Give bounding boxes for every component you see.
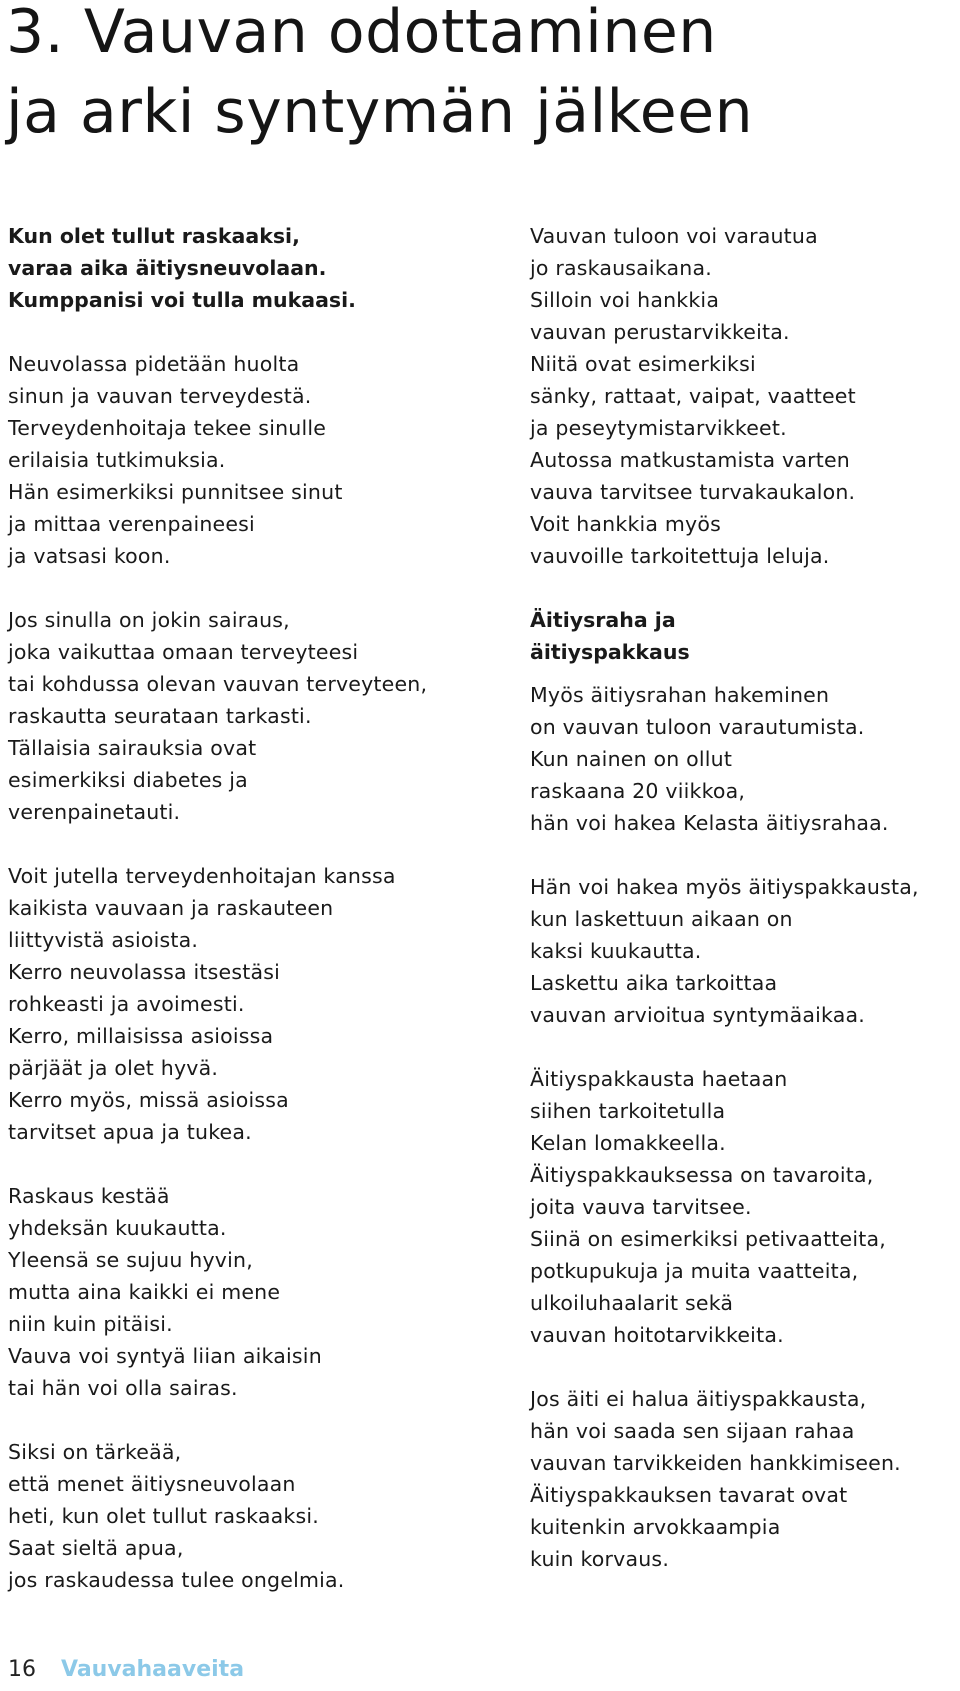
text-line: sänky, rattaat, vaipat, vaatteet xyxy=(530,384,856,408)
text-line: Tällaisia sairauksia ovat xyxy=(8,736,257,760)
intro-paragraph xyxy=(8,220,508,316)
text-line: kaikista vauvaan ja raskauteen xyxy=(8,896,334,920)
text-line: hän voi saada sen sijaan rahaa xyxy=(530,1419,855,1443)
text-line: Siinä on esimerkiksi petivaatteita, xyxy=(530,1227,886,1251)
text-line: Raskaus kestää xyxy=(8,1184,170,1208)
text-line: vauvan arvioitua syntymäaikaa. xyxy=(530,1003,865,1027)
text-line: joita vauva tarvitsee. xyxy=(530,1195,752,1219)
heading-line: Äitiysraha ja xyxy=(530,608,676,632)
publication-name: Vauvahaaveita xyxy=(61,1657,245,1682)
text-line: Silloin voi hankkia xyxy=(530,288,720,312)
text-line: hän voi hakea Kelasta äitiysrahaa. xyxy=(530,811,889,835)
text-line: Äitiyspakkausta haetaan xyxy=(530,1067,788,1091)
paragraph-aitiyspakkaus-sisalto xyxy=(530,1063,955,1351)
text-line: liittyvistä asioista. xyxy=(8,928,199,952)
paragraph-aitiyspakkaus-haku xyxy=(530,871,955,1031)
text-line: on vauvan tuloon varautumista. xyxy=(530,715,865,739)
text-line: Neuvolassa pidetään huolta xyxy=(8,352,300,376)
page-number: 16 xyxy=(8,1657,36,1682)
page-title-line-1: 3. Vauvan odottaminen xyxy=(6,0,717,67)
text-line: raskautta seurataan tarkasti. xyxy=(8,704,312,728)
text-line: Niitä ovat esimerkiksi xyxy=(530,352,756,376)
text-line: erilaisia tutkimuksia. xyxy=(8,448,226,472)
page-title xyxy=(6,0,753,152)
text-line: pärjäät ja olet hyvä. xyxy=(8,1056,219,1080)
text-line: jos raskaudessa tulee ongelmia. xyxy=(8,1568,345,1592)
text-line: Saat sieltä apua, xyxy=(8,1536,184,1560)
text-line: sinun ja vauvan terveydestä. xyxy=(8,384,312,408)
text-line: niin kuin pitäisi. xyxy=(8,1312,173,1336)
text-line: tai hän voi olla sairas. xyxy=(8,1376,238,1400)
text-line: Siksi on tärkeää, xyxy=(8,1440,182,1464)
text-line: Kun olet tullut raskaaksi, xyxy=(8,224,300,248)
text-line: rohkeasti ja avoimesti. xyxy=(8,992,245,1016)
text-line: kuin korvaus. xyxy=(530,1547,670,1571)
text-line: ulkoiluhaalarit sekä xyxy=(530,1291,734,1315)
text-line: verenpainetauti. xyxy=(8,800,181,824)
text-line: että menet äitiysneuvolaan xyxy=(8,1472,296,1496)
text-line: raskaana 20 viikkoa, xyxy=(530,779,746,803)
section-heading-aitiysraha xyxy=(530,604,955,668)
text-line: Jos sinulla on jokin sairaus, xyxy=(8,608,290,632)
text-line: Kumppanisi voi tulla mukaasi. xyxy=(8,288,356,312)
text-line: ja mittaa verenpaineesi xyxy=(8,512,255,536)
text-line: esimerkiksi diabetes ja xyxy=(8,768,248,792)
paragraph-korvaus xyxy=(530,1383,955,1575)
text-line: Kun nainen on ollut xyxy=(530,747,733,771)
text-line: heti, kun olet tullut raskaaksi. xyxy=(8,1504,319,1528)
paragraph-varautua xyxy=(530,220,955,572)
paragraph-aitiysraha xyxy=(530,679,955,839)
text-line: Yleensä se sujuu hyvin, xyxy=(8,1248,253,1272)
text-line: jo raskausaikana. xyxy=(530,256,712,280)
text-line: Äitiyspakkauksessa on tavaroita, xyxy=(530,1163,874,1187)
text-line: Kerro myös, missä asioissa xyxy=(8,1088,289,1112)
text-line: Voit jutella terveydenhoitajan kanssa xyxy=(8,864,396,888)
paragraph-neuvola xyxy=(8,348,508,572)
text-line: Kerro neuvolassa itsestäsi xyxy=(8,960,280,984)
text-line: vauvan hoitotarvikkeita. xyxy=(530,1323,784,1347)
text-line: Myös äitiysrahan hakeminen xyxy=(530,683,830,707)
text-line: ja peseytymistarvikkeet. xyxy=(530,416,787,440)
text-line: Laskettu aika tarkoittaa xyxy=(530,971,778,995)
text-line: vauva tarvitsee turvakaukalon. xyxy=(530,480,856,504)
page-title-line-2: ja arki syntymän jälkeen xyxy=(6,77,754,147)
text-line: Jos äiti ei halua äitiyspakkausta, xyxy=(530,1387,867,1411)
text-line: joka vaikuttaa omaan terveyteesi xyxy=(8,640,359,664)
text-line: Vauvan tuloon voi varautua xyxy=(530,224,818,248)
text-line: Terveydenhoitaja tekee sinulle xyxy=(8,416,327,440)
text-line: Äitiyspakkauksen tavarat ovat xyxy=(530,1483,848,1507)
text-line: potkupukuja ja muita vaatteita, xyxy=(530,1259,859,1283)
text-line: tarvitset apua ja tukea. xyxy=(8,1120,252,1144)
text-line: Vauva voi syntyä liian aikaisin xyxy=(8,1344,322,1368)
left-column xyxy=(8,220,508,1628)
page-footer xyxy=(8,1656,244,1684)
paragraph-sairaus xyxy=(8,604,508,828)
paragraph-tarkeaa xyxy=(8,1436,508,1596)
text-line: mutta aina kaikki ei mene xyxy=(8,1280,281,1304)
right-column xyxy=(530,220,955,1607)
heading-line: äitiyspakkaus xyxy=(530,640,690,664)
paragraph-raskaus xyxy=(8,1180,508,1404)
text-line: kun laskettuun aikaan on xyxy=(530,907,793,931)
text-line: siihen tarkoitetulla xyxy=(530,1099,726,1123)
text-line: varaa aika äitiysneuvolaan. xyxy=(8,256,327,280)
text-line: vauvan perustarvikkeita. xyxy=(530,320,790,344)
text-line: vauvoille tarkoitettuja leluja. xyxy=(530,544,830,568)
paragraph-jutella xyxy=(8,860,508,1148)
text-line: Voit hankkia myös xyxy=(530,512,722,536)
text-line: vauvan tarvikkeiden hankkimiseen. xyxy=(530,1451,901,1475)
text-line: Hän esimerkiksi punnitsee sinut xyxy=(8,480,343,504)
text-line: Autossa matkustamista varten xyxy=(530,448,850,472)
text-line: yhdeksän kuukautta. xyxy=(8,1216,227,1240)
text-line: Hän voi hakea myös äitiyspakkausta, xyxy=(530,875,919,899)
text-line: Kelan lomakkeella. xyxy=(530,1131,726,1155)
text-line: tai kohdussa olevan vauvan terveyteen, xyxy=(8,672,428,696)
text-line: ja vatsasi koon. xyxy=(8,544,171,568)
text-line: Kerro, millaisissa asioissa xyxy=(8,1024,274,1048)
text-line: kuitenkin arvokkaampia xyxy=(530,1515,781,1539)
text-line: kaksi kuukautta. xyxy=(530,939,702,963)
